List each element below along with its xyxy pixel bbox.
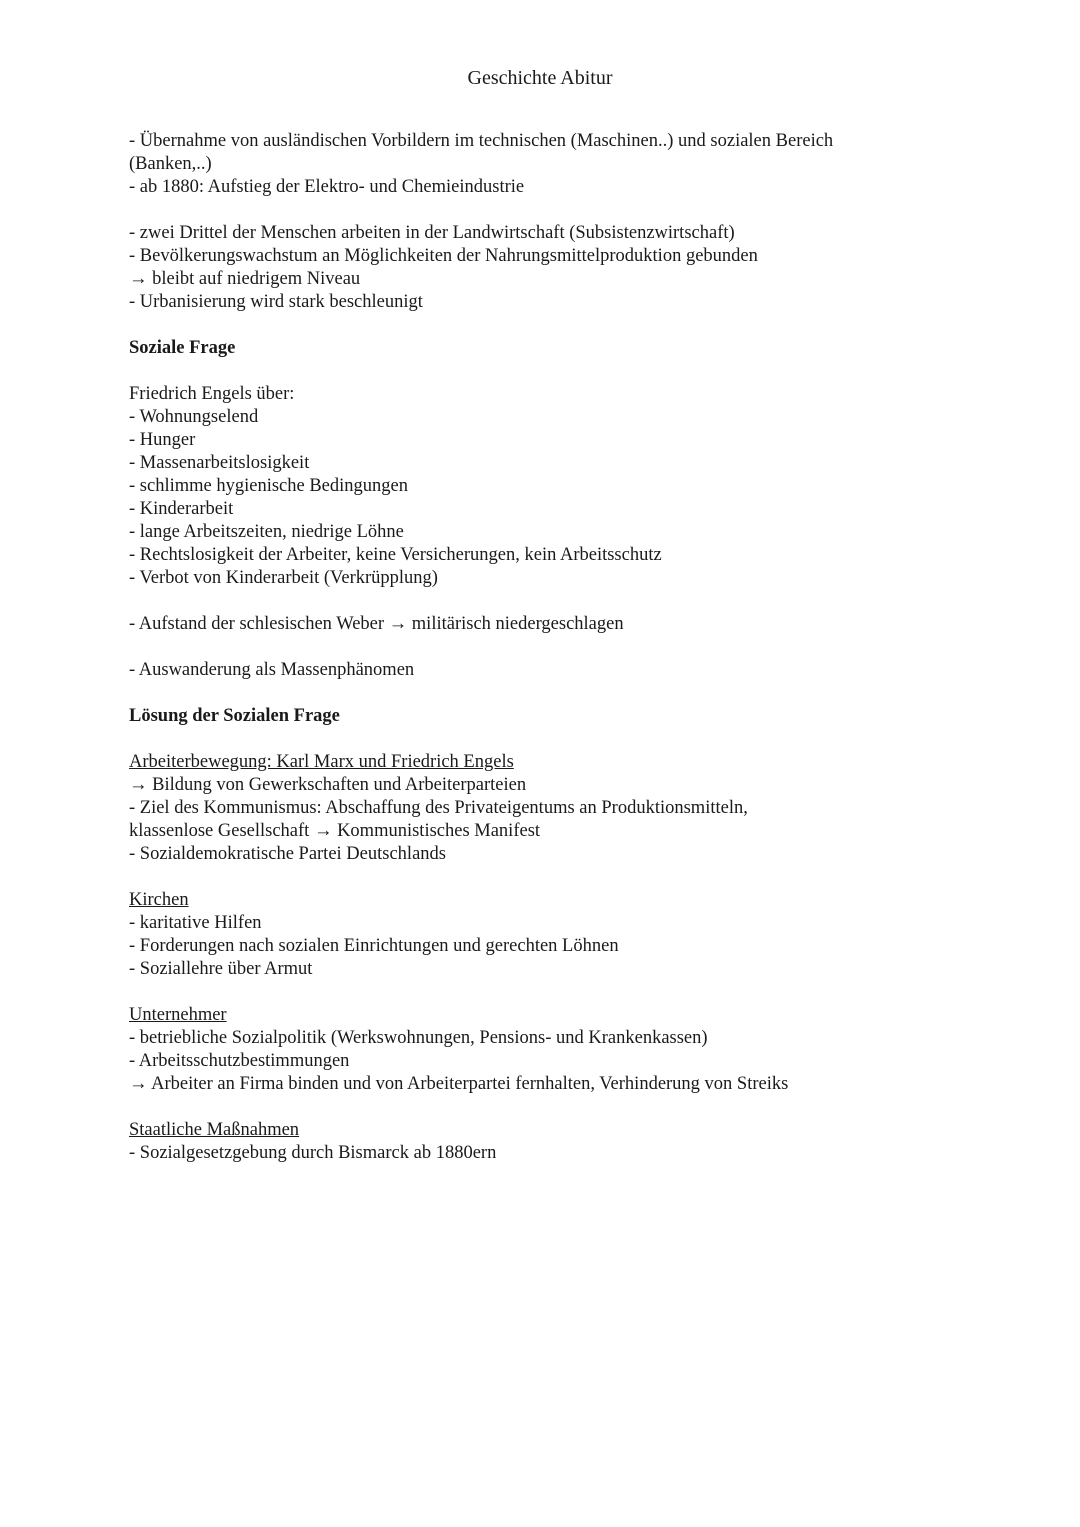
agriculture-line: - zwei Drittel der Menschen arbeiten in der Landwirtschaft (Subsistenzwirtschaft): [129, 223, 735, 243]
agriculture-line: - Bevölkerungswachstum an Möglichkeiten der Nahrungsmittelproduktion gebunden: [129, 246, 758, 266]
agriculture-line: → bleibt auf niedrigem Niveau: [129, 269, 361, 289]
churches-line: - Forderungen nach sozialen Einrichtungen und gerechten Löhnen: [129, 936, 619, 956]
section-heading-solution: Lösung der Sozialen Frage: [129, 706, 340, 726]
spacer: [129, 728, 929, 751]
labor-movement-line: → Bildung von Gewerkschaften und Arbeiterparteien: [129, 775, 527, 795]
state-measures-line: - Sozialgesetzgebung durch Bismarck ab 1880ern: [129, 1143, 497, 1163]
agriculture-line: - Urbanisierung wird stark beschleunigt: [129, 292, 423, 312]
engels-list-item: - Verbot von Kinderarbeit (Verkrüpplung): [129, 568, 438, 588]
section-heading-social-question: Soziale Frage: [129, 338, 236, 358]
engels-list-item: - schlimme hygienische Bedingungen: [129, 476, 408, 496]
entrepreneurs-line: → Arbeiter an Firma binden und von Arbeiterpartei fernhalten, Verhinderung von Streiks: [129, 1074, 789, 1094]
engels-list-item: - Wohnungselend: [129, 407, 259, 427]
subheading-churches: Kirchen: [129, 890, 189, 910]
spacer: [129, 981, 929, 1004]
intro-line: - Übernahme von ausländischen Vorbildern im technischen (Maschinen..) und sozialen Bereich: [129, 131, 834, 151]
weavers-uprising-line: - Aufstand der schlesischen Weber → militärisch niedergeschlagen: [129, 614, 624, 634]
engels-list-item: - Kinderarbeit: [129, 499, 234, 519]
labor-movement-line: - Sozialdemokratische Partei Deutschlands: [129, 844, 446, 864]
spacer: [129, 682, 929, 705]
spacer: [129, 314, 929, 337]
emigration-line: - Auswanderung als Massenphänomen: [129, 660, 415, 680]
engels-list-item: - Hunger: [129, 430, 196, 450]
subheading-labor-movement: Arbeiterbewegung: Karl Marx und Friedrich Engels: [129, 752, 514, 772]
spacer: [129, 636, 929, 659]
churches-line: - karitative Hilfen: [129, 913, 262, 933]
labor-movement-line: klassenlose Gesellschaft → Kommunistisches Manifest: [129, 821, 541, 841]
entrepreneurs-line: - betriebliche Sozialpolitik (Werkswohnungen, Pensions- und Krankenkassen): [129, 1028, 708, 1048]
labor-movement-line: - Ziel des Kommunismus: Abschaffung des Privateigentums an Produktionsmitteln,: [129, 798, 748, 818]
intro-line: (Banken,..): [129, 154, 212, 174]
engels-intro: Friedrich Engels über:: [129, 384, 295, 404]
spacer: [129, 360, 929, 383]
subheading-entrepreneurs: Unternehmer: [129, 1005, 227, 1025]
entrepreneurs-line: - Arbeitsschutzbestimmungen: [129, 1051, 350, 1071]
engels-list-item: - Massenarbeitslosigkeit: [129, 453, 310, 473]
spacer: [129, 590, 929, 613]
spacer: [129, 199, 929, 222]
subheading-state-measures: Staatliche Maßnahmen: [129, 1120, 300, 1140]
document-body: [129, 130, 929, 1165]
churches-line: - Soziallehre über Armut: [129, 959, 313, 979]
page-header-title: Geschichte Abitur: [467, 67, 613, 89]
engels-list-item: - lange Arbeitszeiten, niedrige Löhne: [129, 522, 404, 542]
spacer: [129, 1096, 929, 1119]
intro-line: - ab 1880: Aufstieg der Elektro- und Chemieindustrie: [129, 177, 525, 197]
spacer: [129, 866, 929, 889]
engels-list-item: - Rechtslosigkeit der Arbeiter, keine Versicherungen, kein Arbeitsschutz: [129, 545, 662, 565]
